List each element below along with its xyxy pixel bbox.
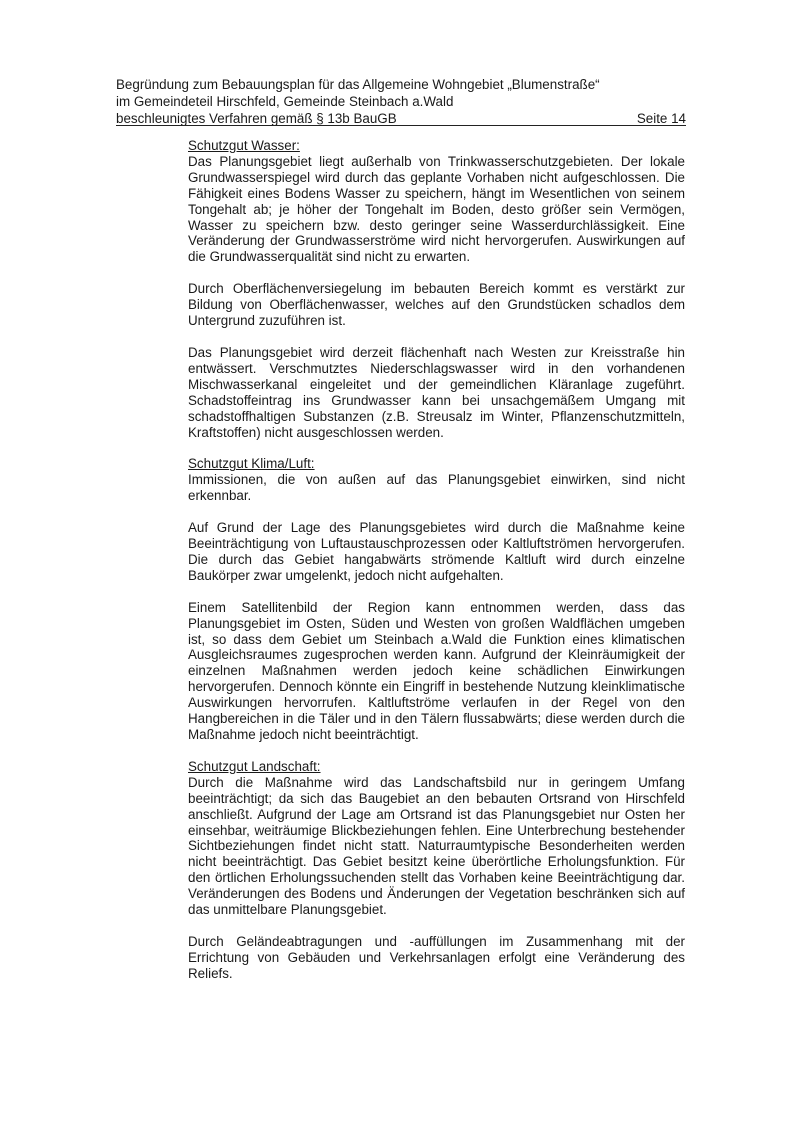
- section-heading-klima: Schutzgut Klima/Luft:: [188, 456, 315, 472]
- page-header: [116, 76, 686, 127]
- section-heading-landschaft: Schutzgut Landschaft:: [188, 758, 321, 774]
- paragraph: Auf Grund der Lage des Planungsgebietes wird durch die Maßnahme keine Beeinträchtigung von Luftaustauschprozessen oder Kaltluftströmen hervorgerufen. Die durch das Gebiet hangabwärts strömende Kaltluft wird durch einzelne Baukörper zwar umgelenkt, jedoch nicht aufgehalten.: [188, 520, 685, 583]
- paragraph: Immissionen, die von außen auf das Planungsgebiet einwirken, sind nicht erkennbar.: [188, 472, 685, 504]
- header-title-line-2: im Gemeindeteil Hirschfeld, Gemeinde Steinbach a.Wald: [116, 94, 454, 109]
- page-body: [188, 138, 685, 982]
- paragraph: Durch die Maßnahme wird das Landschaftsbild nur in geringem Umfang beeinträchtigt; da sich das Baugebiet an den bebauten Ortsrand von Hirschfeld anschließt. Aufgrund der Lage am Ortsrand ist das Planungsgebiet nur Osten her einsehbar, weiträumige Blickbeziehungen fehlen. Eine Unterbrechung bestehender Sichtbeziehungen findet nicht statt. Naturraumtypische Besonderheiten werden nicht beeinträchtigt. Das Gebiet besitzt keine überörtliche Erholungsfunktion. Für den örtlichen Erholungssuchenden stellt das Vorhaben keine Beeinträchtigung dar. Veränderungen des Bodens und Änderungen der Vegetation beschränken sich auf das unmittelbare Planungsgebiet.: [188, 774, 685, 918]
- section-heading-wasser: Schutzgut Wasser:: [188, 138, 300, 153]
- paragraph: Das Planungsgebiet wird derzeit flächenhaft nach Westen zur Kreisstraße hin entwässert. Verschmutztes Niederschlagswasser wird in den vorhandenen Mischwasserkanal eingeleitet und der gemeindlichen Kläranlage zugeführt. Schadstoffeintrag ins Grundwasser kann bei unsachgemäßem Umgang mit schadstoffhaltigen Substanzen (z.B. Streusalz im Winter, Pflanzenschutzmitteln, Kraftstoffen) nicht ausgeschlossen werden.: [188, 344, 685, 440]
- header-procedure: beschleunigtes Verfahren gemäß § 13b BauGB: [116, 111, 397, 126]
- header-divider: [116, 125, 686, 126]
- paragraph: Einem Satellitenbild der Region kann entnommen werden, dass das Planungsgebiet im Osten, Süden und Westen von großen Waldflächen umgeben ist, so dass dem Gebiet um Steinbach a.Wald die Funktion eines klimatischen Ausgleichsraumes zugesprochen werden kann. Aufgrund der Kleinräumigkeit der einzelnen Maßnahmen werden jedoch keine schädlichen Einwirkungen hervorgerufen. Dennoch könnte ein Eingriff in bestehende Nutzung kleinklimatische Auswirkungen hervorrufen. Kaltluftströme verlaufen in der Regel von den Hangbereichen in die Täler und in den Tälern flussabwärts; diese werden durch die Maßnahme jedoch nicht beeinträchtigt.: [188, 599, 685, 742]
- paragraph: Das Planungsgebiet liegt außerhalb von Trinkwasserschutzgebieten. Der lokale Grundwasserspiegel wird durch das geplante Vorhaben nicht aufgeschlossen. Die Fähigkeit eines Bodens Wasser zu speichern, hängt im Wesentlichen von seinem Tongehalt ab; je höher der Tongehalt im Boden, desto größer sein Vermögen, Wasser zu speichern bzw. desto geringer seine Wasserdurchlässigkeit. Eine Veränderung der Grundwasserströme wird nicht hervorgerufen. Auswirkungen auf die Grundwasserqualität sind nicht zu erwarten.: [188, 153, 685, 265]
- paragraph: Durch Geländeabtragungen und -auffüllungen im Zusammenhang mit der Errichtung von Gebäuden und Verkehrsanlagen erfolgt eine Veränderung des Reliefs.: [188, 933, 685, 981]
- paragraph: Durch Oberflächenversiegelung im bebauten Bereich kommt es verstärkt zur Bildung von Oberflächenwasser, welches auf den Grundstücken schadlos dem Untergrund zuzuführen ist.: [188, 281, 685, 329]
- page-number: Seite 14: [636, 111, 686, 126]
- header-title-line-1: Begründung zum Bebauungsplan für das Allgemeine Wohngebiet „Blumenstraße“: [116, 77, 600, 92]
